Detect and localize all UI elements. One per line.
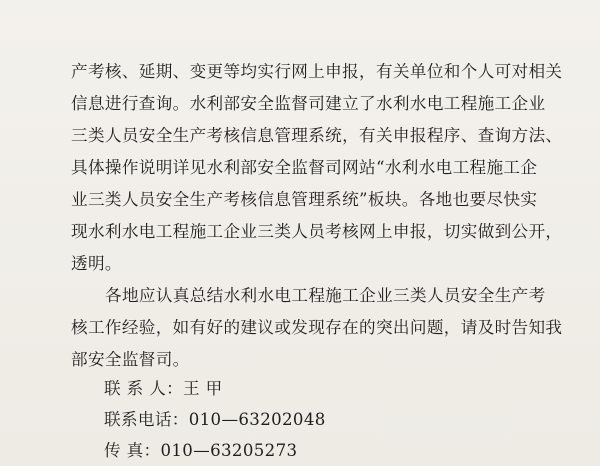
contact-fax: 传 真：010—63205273 — [104, 441, 298, 460]
body-line-8: 各地应认真总结水利水电工程施工企业三类人员安全生产考 — [105, 286, 546, 305]
body-line-5: 业三类人员安全生产考核信息管理系统”板块。各地也要尽快实 — [71, 190, 538, 209]
body-line-7: 透明。 — [71, 254, 122, 273]
contact-person: 联 系 人：王 甲 — [104, 379, 223, 398]
body-line-3: 三类人员安全生产考核信息管理系统，有关申报程序、查询方法、 — [71, 126, 563, 145]
body-line-10: 部安全监督司。 — [71, 350, 190, 369]
body-line-6: 现水利水电工程施工企业三类人员考核网上申报，切实做到公开， — [71, 222, 563, 241]
body-line-4: 具体操作说明详见水利部安全监督司网站“水利水电工程施工企 — [71, 158, 538, 177]
body-line-1: 产考核、延期、变更等均实行网上申报，有关单位和个人可对相关 — [71, 62, 563, 81]
contact-phone: 联系电话：010—63202048 — [104, 410, 326, 429]
body-line-9: 核工作经验，如有好的建议或发现存在的突出问题，请及时告知我 — [71, 318, 563, 337]
body-line-2: 信息进行查询。水利部安全监督司建立了水利水电工程施工企业 — [71, 94, 546, 113]
